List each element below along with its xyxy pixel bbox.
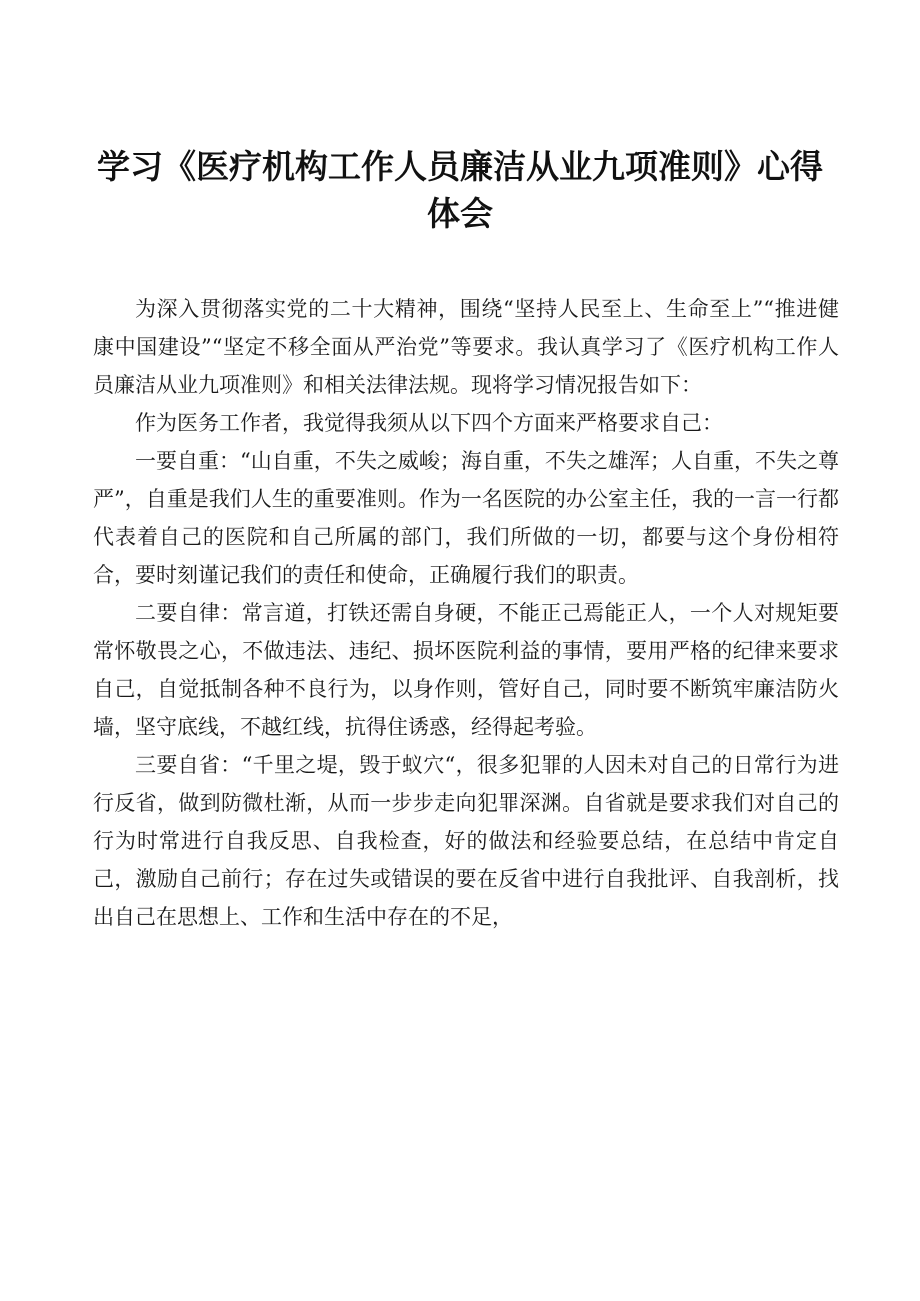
paragraph-self-respect: 一要自重：“山自重，不失之威峻；海自重，不失之雄浑；人自重，不失之尊严”，自重是我们人生的重要准则。作为一名医院的办公室主任，我的一言一行都代表着自己的医院和自己所属的部门，我们所做的一切，都要与这个身份相符合，要时刻谨记我们的责任和使命，正确履行我们的职责。 <box>93 449 839 587</box>
document-title: 学习《医疗机构工作人员廉洁从业九项准则》心得体会 <box>97 147 823 233</box>
document-body <box>93 290 839 936</box>
paragraph-intro: 为深入贯彻落实党的二十大精神，围绕“坚持人民至上、生命至上”“推进健康中国建设”“坚定不移全面从严治党”等要求。我认真学习了《医疗机构工作人员廉洁从业九项准则》和相关法律法规。现将学习情况报告如下： <box>93 297 839 397</box>
paragraph-self-discipline: 二要自律：常言道，打铁还需自身硬，不能正己焉能正人，一个人对规矩要常怀敬畏之心，不做违法、违纪、损坏医院利益的事情，要用严格的纪律来要求自己，自觉抵制各种不良行为，以身作则，管好自己，同时要不断筑牢廉洁防火墙，坚守底线，不越红线，抗得住诱惑，经得起考验。 <box>93 601 839 739</box>
paragraph-self-reflection: 三要自省：“千里之堤，毁于蚁穴“，很多犯罪的人因未对自己的日常行为进行反省，做到防微杜渐，从而一步步走向犯罪深渊。自省就是要求我们对自己的行为时常进行自我反思、自我检查，好的做法和经验要总结，在总结中肯定自己，激励自己前行；存在过失或错误的要在反省中进行自我批评、自我剖析，找出自己在思想上、工作和生活中存在的不足， <box>93 753 839 929</box>
paragraph-four-aspects: 作为医务工作者，我觉得我须从以下四个方面来严格要求自己： <box>135 411 723 435</box>
